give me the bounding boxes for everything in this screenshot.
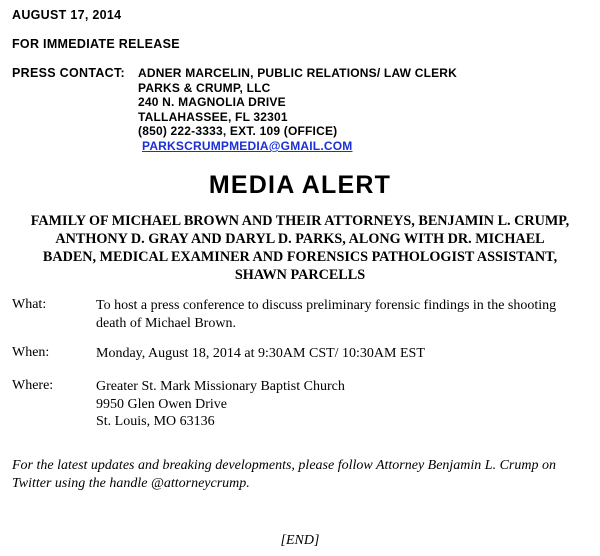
- contact-name: ADNER MARCELIN, PUBLIC RELATIONS/ LAW CLERK: [138, 66, 458, 80]
- press-contact-label: PRESS CONTACT:: [12, 66, 126, 80]
- contact-street: 240 N. MAGNOLIA DRIVE: [138, 95, 286, 110]
- venue-name: Greater St. Mark Missionary Baptist Church: [96, 379, 345, 394]
- venue-city: St. Louis, MO 63136: [96, 414, 215, 429]
- release-notice: FOR IMMEDIATE RELEASE: [12, 37, 180, 51]
- release-date: AUGUST 17, 2014: [12, 8, 122, 22]
- what-value: To host a press conference to discuss preliminary forensic findings in the shooting death of Michael Brown.: [96, 298, 557, 331]
- where-address: [96, 378, 345, 431]
- press-contact-details: [138, 66, 457, 154]
- what-label: What:: [12, 297, 47, 312]
- contact-firm: PARKS & CRUMP, LLC: [138, 80, 271, 95]
- venue-street: 9950 Glen Owen Drive: [96, 396, 228, 412]
- when-label: When:: [12, 345, 50, 360]
- updates-note: For the latest updates and breaking developments, please follow Attorney Benjamin L. Crump on Twitter using the handle @attorneycrump.: [12, 458, 556, 491]
- end-marker: [END]: [280, 533, 320, 548]
- alert-subheading: FAMILY OF MICHAEL BROWN AND THEIR ATTORNEYS, BENJAMIN L. CRUMP, ANTHONY D. GRAY AND DARYL D. PARKS, ALONG WITH DR. MICHAEL BADEN, MEDICAL EXAMINER AND FORENSICS PATHOLOGIST ASSISTANT, SHAWN PARCELLS: [30, 213, 570, 283]
- where-label: Where:: [12, 378, 54, 393]
- contact-city: TALLAHASSEE, FL 32301: [138, 109, 288, 124]
- contact-email-link[interactable]: PARKSCRUMPMEDIA@GMAIL.COM: [142, 138, 353, 153]
- contact-phone: (850) 222-3333, EXT. 109 (OFFICE): [138, 124, 338, 139]
- when-value: Monday, August 18, 2014 at 9:30AM CST/ 10:30AM EST: [96, 346, 425, 361]
- media-alert-title: MEDIA ALERT: [208, 171, 392, 199]
